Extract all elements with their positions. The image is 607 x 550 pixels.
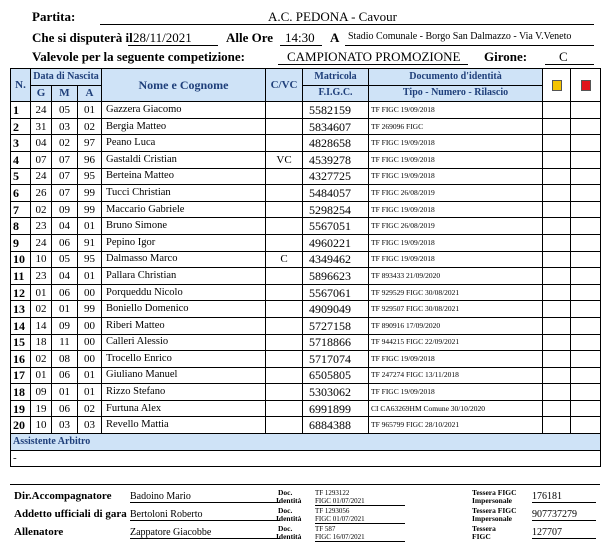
documento: TF FIGC 26/08/2019 (369, 185, 543, 202)
birth-day: 24 (31, 168, 52, 185)
red-card-cell (571, 351, 601, 368)
staff-doc-label: Doc. (278, 488, 293, 497)
birth-year: 01 (78, 268, 102, 285)
captain-flag (266, 417, 303, 434)
birth-month: 02 (52, 135, 78, 152)
captain-flag (266, 384, 303, 401)
captain-flag (266, 168, 303, 185)
birth-day: 09 (31, 384, 52, 401)
player-name: Berteina Matteo (102, 168, 266, 185)
birth-year: 99 (78, 185, 102, 202)
staff-doc-number: TF 1293056 (315, 507, 350, 515)
table-row (11, 268, 601, 285)
matricola: 5896623 (303, 268, 369, 285)
competizione-underline (278, 64, 468, 65)
captain-flag (266, 135, 303, 152)
birth-year: 00 (78, 351, 102, 368)
matricola: 5727158 (303, 317, 369, 334)
birth-month: 07 (52, 168, 78, 185)
data-underline (128, 45, 218, 46)
staff-role-label: Dir.Accompagnatore (14, 490, 112, 502)
player-name: Riberi Matteo (102, 317, 266, 334)
red-card-cell (571, 168, 601, 185)
birth-year: 99 (78, 201, 102, 218)
player-number: 12 (11, 284, 31, 301)
player-number: 18 (11, 384, 31, 401)
girone-label: Girone: (484, 49, 528, 64)
matricola: 5303062 (303, 384, 369, 401)
captain-flag (266, 268, 303, 285)
captain-flag (266, 400, 303, 417)
birth-day: 23 (31, 218, 52, 235)
staff-doc-issue: FIGC 01/07/2021 (315, 515, 405, 524)
staff-doc-label-2: Identità (276, 532, 302, 541)
staff-doc-issue: FIGC 16/07/2021 (315, 533, 405, 542)
birth-year: 01 (78, 218, 102, 235)
table-row (11, 301, 601, 318)
player-number: 20 (11, 417, 31, 434)
girone-value: C (559, 49, 568, 64)
birth-year: 01 (78, 367, 102, 384)
luogo-value: Stadio Comunale - Borgo San Dalmazzo - Via V.Veneto (348, 31, 572, 42)
player-name: Peano Luca (102, 135, 266, 152)
red-card-cell (571, 334, 601, 351)
birth-month: 06 (52, 400, 78, 417)
captain-flag (266, 317, 303, 334)
birth-month: 01 (52, 301, 78, 318)
red-card-cell (571, 251, 601, 268)
player-name: Rizzo Stefano (102, 384, 266, 401)
red-card-cell (571, 234, 601, 251)
birth-day: 01 (31, 284, 52, 301)
player-name: Bergia Matteo (102, 118, 266, 135)
player-name: Giuliano Manuel (102, 367, 266, 384)
matricola: 4349462 (303, 251, 369, 268)
documento: TF 893433 21/09/2020 (369, 268, 543, 285)
matricola: 4828658 (303, 135, 369, 152)
birth-month: 03 (52, 118, 78, 135)
captain-flag (266, 284, 303, 301)
matricola: 5834607 (303, 118, 369, 135)
birth-year: 00 (78, 317, 102, 334)
matricola: 6991899 (303, 400, 369, 417)
staff-section (10, 484, 600, 545)
documento: TF 247274 FIGC 13/11/2018 (369, 367, 543, 384)
birth-day: 24 (31, 102, 52, 119)
col-doc-header: Documento d'identità (369, 69, 543, 86)
red-card-cell (571, 367, 601, 384)
birth-month: 07 (52, 185, 78, 202)
col-nome-header: Nome e Cognome (102, 69, 266, 102)
yellow-card-cell (543, 301, 571, 318)
col-g-header: G (31, 85, 52, 102)
captain-flag (266, 301, 303, 318)
birth-day: 10 (31, 251, 52, 268)
birth-month: 07 (52, 151, 78, 168)
player-name: Pallara Christian (102, 268, 266, 285)
staff-doc-label: Doc. (278, 506, 293, 515)
birth-day: 26 (31, 185, 52, 202)
col-matricola-header: Matricola (303, 69, 369, 86)
captain-flag (266, 102, 303, 119)
table-row (11, 284, 601, 301)
player-number: 3 (11, 135, 31, 152)
table-row (11, 384, 601, 401)
staff-tessera-value: 127707 (532, 527, 596, 539)
red-card-cell (571, 118, 601, 135)
a-label: A (330, 30, 340, 45)
birth-year: 99 (78, 301, 102, 318)
table-row (11, 135, 601, 152)
matricola: 5567051 (303, 218, 369, 235)
birth-year: 96 (78, 151, 102, 168)
red-card-cell (571, 384, 601, 401)
staff-name: Bertoloni Roberto (130, 509, 280, 521)
col-a-header: A (78, 85, 102, 102)
yellow-card-icon (552, 80, 562, 91)
table-row (11, 168, 601, 185)
col-n-header: N. (11, 69, 31, 102)
documento: TF 944215 FIGC 22/09/2021 (369, 334, 543, 351)
documento: TF 269096 FIGC (369, 118, 543, 135)
player-number: 7 (11, 201, 31, 218)
staff-doc-label-2: Identità (276, 496, 302, 505)
red-card-cell (571, 284, 601, 301)
documento: TF FIGC 19/09/2018 (369, 201, 543, 218)
birth-year: 03 (78, 417, 102, 434)
luogo-underline (345, 45, 594, 46)
staff-doc-number: TF 587 (315, 525, 336, 533)
birth-day: 07 (31, 151, 52, 168)
documento: CI CA63269HM Comune 30/10/2020 (369, 400, 543, 417)
captain-flag (266, 201, 303, 218)
yellow-card-cell (543, 384, 571, 401)
yellow-card-cell (543, 367, 571, 384)
player-table (10, 68, 601, 467)
col-figc-header: F.I.G.C. (303, 85, 369, 102)
staff-doc-issue: FIGC 01/07/2021 (315, 497, 405, 506)
yellow-card-cell (543, 201, 571, 218)
player-name: Revello Mattia (102, 417, 266, 434)
birth-day: 04 (31, 135, 52, 152)
competizione-value: CAMPIONATO PROMOZIONE (287, 49, 461, 64)
documento: TF FIGC 19/09/2018 (369, 384, 543, 401)
red-card-cell (571, 417, 601, 434)
yellow-card-cell (543, 317, 571, 334)
staff-doc-label-2: Identità (276, 514, 302, 523)
player-number: 1 (11, 102, 31, 119)
player-name: Pepino Igor (102, 234, 266, 251)
birth-month: 05 (52, 102, 78, 119)
player-number: 16 (11, 351, 31, 368)
player-name: Bruno Simone (102, 218, 266, 235)
birth-day: 31 (31, 118, 52, 135)
birth-year: 02 (78, 400, 102, 417)
documento: TF 929507 FIGC 30/08/2021 (369, 301, 543, 318)
player-number: 10 (11, 251, 31, 268)
yellow-card-cell (543, 400, 571, 417)
player-name: Trocello Enrico (102, 351, 266, 368)
birth-day: 19 (31, 400, 52, 417)
captain-flag (266, 367, 303, 384)
documento: TF FIGC 19/09/2018 (369, 135, 543, 152)
player-number: 6 (11, 185, 31, 202)
staff-tessera-label-2: Impersonale (472, 496, 512, 505)
partita-label: Partita: (32, 9, 76, 24)
staff-tessera-label: Tessera FIGC (472, 488, 517, 497)
matricola: 5567061 (303, 284, 369, 301)
red-card-cell (571, 151, 601, 168)
ore-value: 14:30 (285, 30, 315, 45)
data-label: Che si disputerà il (32, 30, 133, 45)
birth-year: 01 (78, 384, 102, 401)
girone-underline (545, 64, 594, 65)
birth-day: 01 (31, 367, 52, 384)
birth-month: 06 (52, 284, 78, 301)
table-row (11, 102, 601, 119)
documento: TF 929529 FIGC 30/08/2021 (369, 284, 543, 301)
matricola: 6505805 (303, 367, 369, 384)
player-number: 11 (11, 268, 31, 285)
red-card-cell (571, 268, 601, 285)
table-row (11, 234, 601, 251)
birth-month: 05 (52, 251, 78, 268)
col-yellow-header (543, 69, 571, 102)
captain-flag (266, 218, 303, 235)
player-number: 5 (11, 168, 31, 185)
col-cvc-header: C/VC (266, 69, 303, 102)
birth-month: 09 (52, 201, 78, 218)
birth-year: 01 (78, 102, 102, 119)
captain-flag (266, 234, 303, 251)
documento: TF FIGC 19/09/2018 (369, 251, 543, 268)
yellow-card-cell (543, 251, 571, 268)
table-row (11, 251, 601, 268)
ore-underline (280, 45, 322, 46)
ore-label: Alle Ore (226, 30, 274, 45)
col-data-header: Data di Nascita (31, 69, 102, 86)
player-number: 2 (11, 118, 31, 135)
player-number: 14 (11, 317, 31, 334)
birth-day: 14 (31, 317, 52, 334)
player-name: Tucci Christian (102, 185, 266, 202)
col-doc-sub-header: Tipo - Numero - Rilascio (369, 85, 543, 102)
partita-underline (100, 24, 594, 25)
table-row (11, 317, 601, 334)
player-number: 9 (11, 234, 31, 251)
col-red-header (571, 69, 601, 102)
red-card-cell (571, 301, 601, 318)
yellow-card-cell (543, 135, 571, 152)
staff-doc-label: Doc. (278, 524, 293, 533)
player-number: 17 (11, 367, 31, 384)
player-number: 19 (11, 400, 31, 417)
table-row (11, 334, 601, 351)
table-row (11, 118, 601, 135)
birth-month: 01 (52, 384, 78, 401)
captain-flag: C (266, 251, 303, 268)
birth-month: 04 (52, 218, 78, 235)
player-number: 15 (11, 334, 31, 351)
player-name: Boniello Domenico (102, 301, 266, 318)
birth-day: 24 (31, 234, 52, 251)
staff-tessera-value: 176181 (532, 491, 596, 503)
captain-flag (266, 185, 303, 202)
player-number: 8 (11, 218, 31, 235)
table-row (11, 367, 601, 384)
matricola: 5298254 (303, 201, 369, 218)
documento: TF FIGC 19/09/2018 (369, 102, 543, 119)
player-rows (11, 102, 601, 434)
birth-day: 18 (31, 334, 52, 351)
yellow-card-cell (543, 168, 571, 185)
staff-role-label: Allenatore (14, 526, 64, 538)
birth-year: 00 (78, 284, 102, 301)
staff-role-label: Addetto ufficiali di gara (14, 508, 127, 520)
red-card-cell (571, 400, 601, 417)
birth-month: 06 (52, 234, 78, 251)
matricola: 4960221 (303, 234, 369, 251)
table-row (11, 185, 601, 202)
yellow-card-cell (543, 284, 571, 301)
yellow-card-cell (543, 234, 571, 251)
documento: TF FIGC 19/09/2018 (369, 168, 543, 185)
staff-tessera-label-2: FIGC (472, 532, 491, 541)
documento: TF 965799 FIGC 28/10/2021 (369, 417, 543, 434)
red-card-cell (571, 317, 601, 334)
staff-tessera-label: Tessera (472, 524, 496, 533)
staff-tessera-value: 907737279 (532, 509, 596, 521)
matricola: 4539278 (303, 151, 369, 168)
documento: TF FIGC 19/09/2018 (369, 151, 543, 168)
table-row (11, 400, 601, 417)
birth-year: 95 (78, 168, 102, 185)
birth-year: 95 (78, 251, 102, 268)
red-card-cell (571, 102, 601, 119)
yellow-card-cell (543, 334, 571, 351)
col-m-header: M (52, 85, 78, 102)
yellow-card-cell (543, 268, 571, 285)
captain-flag (266, 351, 303, 368)
player-number: 4 (11, 151, 31, 168)
birth-day: 23 (31, 268, 52, 285)
player-name: Calleri Alessio (102, 334, 266, 351)
staff-tessera-label: Tessera FIGC (472, 506, 517, 515)
captain-flag: VC (266, 151, 303, 168)
captain-flag (266, 334, 303, 351)
birth-day: 02 (31, 351, 52, 368)
birth-year: 97 (78, 135, 102, 152)
matricola: 4909049 (303, 301, 369, 318)
table-row (11, 351, 601, 368)
player-name: Gastaldi Cristian (102, 151, 266, 168)
birth-month: 03 (52, 417, 78, 434)
player-name: Gazzera Giacomo (102, 102, 266, 119)
birth-month: 04 (52, 268, 78, 285)
staff-name: Zappatore Giacobbe (130, 527, 280, 539)
birth-day: 10 (31, 417, 52, 434)
assistente-label: Assistente Arbitro (11, 434, 601, 451)
table-row (11, 218, 601, 235)
red-card-cell (571, 218, 601, 235)
yellow-card-cell (543, 102, 571, 119)
matricola: 6884388 (303, 417, 369, 434)
assistente-value: - (11, 450, 601, 467)
player-name: Maccario Gabriele (102, 201, 266, 218)
yellow-card-cell (543, 151, 571, 168)
matricola: 5484057 (303, 185, 369, 202)
matricola: 4327725 (303, 168, 369, 185)
player-name: Dalmasso Marco (102, 251, 266, 268)
yellow-card-cell (543, 218, 571, 235)
partita-value: A.C. PEDONA - Cavour (268, 9, 397, 24)
birth-year: 00 (78, 334, 102, 351)
matricola: 5718866 (303, 334, 369, 351)
player-number: 13 (11, 301, 31, 318)
matricola: 5717074 (303, 351, 369, 368)
documento: TF 890916 17/09/2020 (369, 317, 543, 334)
captain-flag (266, 118, 303, 135)
documento: TF FIGC 19/09/2018 (369, 351, 543, 368)
yellow-card-cell (543, 417, 571, 434)
red-card-icon (581, 80, 591, 91)
matricola: 5582159 (303, 102, 369, 119)
birth-month: 09 (52, 317, 78, 334)
red-card-cell (571, 201, 601, 218)
birth-month: 08 (52, 351, 78, 368)
player-name: Furtuna Alex (102, 400, 266, 417)
documento: TF FIGC 26/08/2019 (369, 218, 543, 235)
red-card-cell (571, 135, 601, 152)
birth-month: 11 (52, 334, 78, 351)
table-row (11, 417, 601, 434)
birth-day: 02 (31, 301, 52, 318)
birth-year: 02 (78, 118, 102, 135)
birth-day: 02 (31, 201, 52, 218)
player-name: Porqueddu Nicolo (102, 284, 266, 301)
table-row (11, 201, 601, 218)
staff-doc-number: TF 1293122 (315, 489, 350, 497)
yellow-card-cell (543, 185, 571, 202)
birth-year: 91 (78, 234, 102, 251)
table-row (11, 151, 601, 168)
documento: TF FIGC 19/09/2018 (369, 234, 543, 251)
yellow-card-cell (543, 351, 571, 368)
data-value: 28/11/2021 (133, 30, 192, 45)
staff-name: Badoino Mario (130, 491, 280, 503)
red-card-cell (571, 185, 601, 202)
birth-month: 06 (52, 367, 78, 384)
staff-tessera-label-2: Impersonale (472, 514, 512, 523)
competizione-label: Valevole per la seguente competizione: (32, 49, 246, 64)
yellow-card-cell (543, 118, 571, 135)
